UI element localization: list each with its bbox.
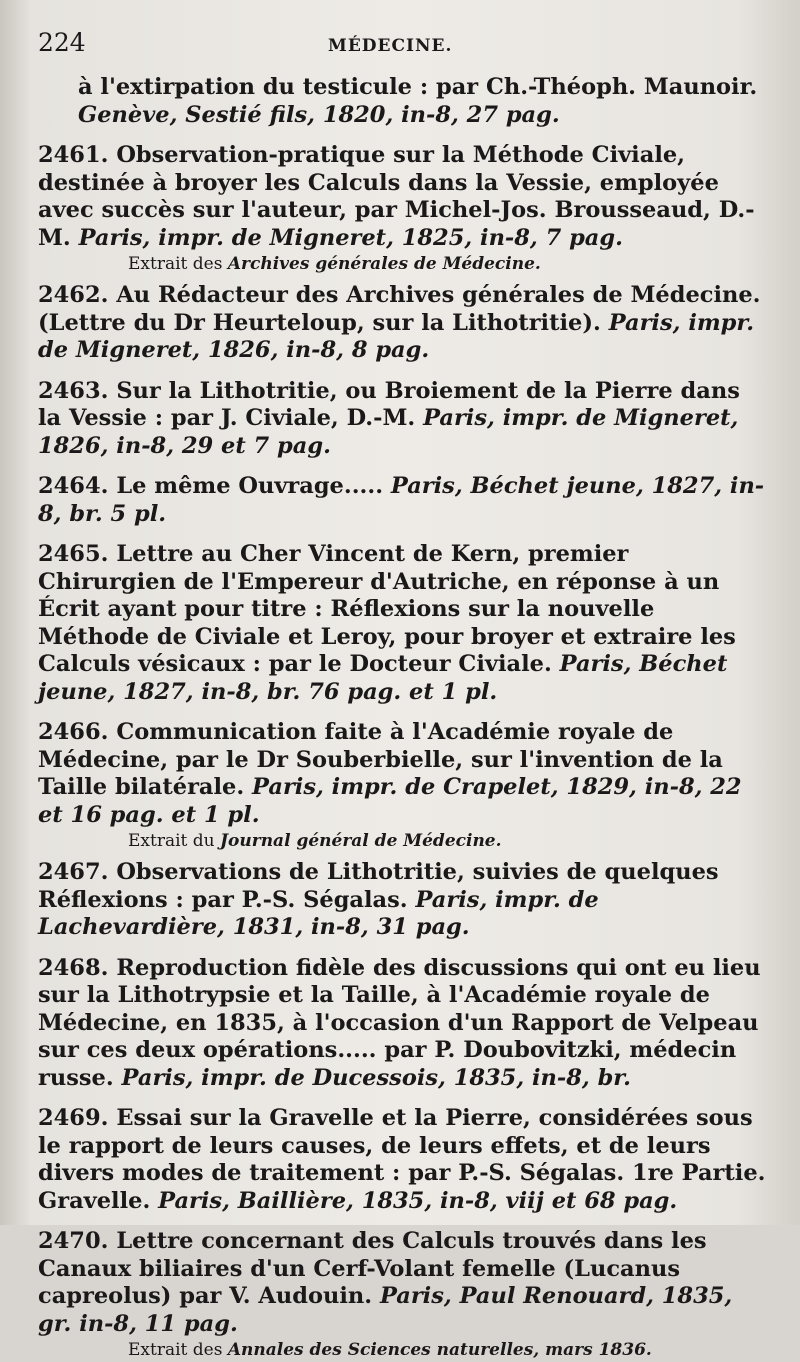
note-source: Archives générales de Médecine. [227, 254, 541, 274]
entry-list [38, 142, 770, 1362]
entry-number: 2468. [38, 954, 109, 981]
entry-text: Le même Ouvrage..... [116, 473, 384, 499]
entry-gap [38, 706, 770, 719]
entry-text: Sur la Lithotritie, ou Broiement de la Pierre dans la Vessie : par J. Civiale, D.-M. [38, 377, 740, 431]
entry-gap [38, 942, 770, 955]
bibliography-entry [38, 955, 770, 1093]
entry-gap [38, 528, 770, 541]
entry-text: Lettre au Cher Vincent de Kern, premier Chirurgien de l'Empereur d'Autriche, en réponse à un Écrit ayant pour titre : Réflexions sur la nouvelle Méthode de Civiale et Leroy, pour broyer et extraire les Calculs vésicaux : par le Docteur Civiale. [38, 541, 736, 677]
continuation-text: à l'extirpation du testicule : par Ch.-Théoph. Maunoir. [78, 74, 758, 100]
continuation-imprint: Genève, Sestié fils, 1820, in-8, 27 pag. [78, 101, 560, 128]
entry-text: Essai sur la Gravelle et la Pierre, considérées sous le rapport de leurs causes, de leurs effets, et de leurs divers modes de traitement : par P.-S. Ségalas. 1re Partie. Gravelle. [38, 1105, 766, 1214]
entry-number: 2469. [38, 1105, 109, 1131]
page-header [38, 28, 770, 74]
entry-imprint: Paris, Baillière, 1835, in-8, viij et 68 pag. [158, 1187, 678, 1214]
note-prefix: Extrait des [128, 1340, 223, 1360]
entry-gap [38, 460, 770, 473]
page-number: 224 [38, 28, 86, 57]
entry-source-note [38, 829, 770, 853]
entry-source-note [38, 252, 770, 276]
entry-imprint: Paris, impr. de Lachevardière, 1831, in-8, 31 pag. [38, 886, 599, 940]
entry-number: 2464. [38, 473, 109, 499]
entry-number: 2470. [38, 1228, 109, 1254]
entry-gap [38, 1215, 770, 1228]
bibliography-entry [38, 282, 770, 365]
entry-imprint: Paris, impr. de Migneret, 1825, in-8, 7 pag. [78, 224, 623, 251]
bibliography-entry [38, 541, 770, 706]
entry-number: 2465. [38, 541, 109, 567]
entry-imprint: Paris, impr. de Crapelet, 1829, in-8, 22 et 16 pag. et 1 pl. [38, 774, 742, 828]
bibliography-entry [38, 859, 770, 942]
bibliography-entry [38, 378, 770, 461]
entry-source-note [38, 1338, 770, 1362]
bibliography-entry [38, 719, 770, 829]
bibliography-entry [38, 473, 770, 528]
running-title: MÉDECINE. [328, 36, 453, 56]
entry-imprint: Paris, impr. de Migneret, 1826, in-8, 29 et 7 pag. [38, 405, 739, 459]
entry-number: 2463. [38, 377, 109, 404]
entry-number: 2466. [38, 719, 109, 745]
entry-imprint: Paris, Paul Renouard, 1835, gr. in-8, 11 pag. [38, 1283, 733, 1337]
entry-number: 2467. [38, 859, 109, 885]
note-prefix: Extrait des [128, 254, 223, 274]
entry-text: Reproduction fidèle des discussions qui ont eu lieu sur la Lithotrypsie et la Taille, à l'Académie royale de Médecine, en 1835, à l'occasion d'un Rapport de Velpeau sur ces deux opérations..... par P. Doubovitzki, médecin russe. [38, 954, 761, 1091]
note-source: Annales des Sciences naturelles, mars 1836. [227, 1340, 652, 1360]
continuation-entry [38, 74, 770, 129]
entry-text: Lettre concernant des Calculs trouvés dans les Canaux biliaires d'un Cerf-Volant femelle (Lucanus capreolus) par V. Audouin. [38, 1228, 707, 1309]
entry-text: Observations de Lithotritie, suivies de quelques Réflexions : par P.-S. Ségalas. [38, 859, 719, 913]
entry-imprint: Paris, impr. de Ducessois, 1835, in-8, br. [121, 1064, 631, 1091]
entry-gap [38, 1092, 770, 1105]
entry-text: Communication faite à l'Académie royale de Médecine, par le Dr Souberbielle, sur l'invention de la Taille bilatérale. [38, 719, 723, 800]
entry-imprint: Paris, impr. de Migneret, 1826, in-8, 8 pag. [38, 309, 755, 363]
entry-imprint: Paris, Béchet jeune, 1827, in-8, br. 5 pl. [38, 473, 765, 527]
entry-imprint: Paris, Béchet jeune, 1827, in-8, br. 76 pag. et 1 pl. [38, 651, 728, 705]
entry-text: Au Rédacteur des Archives générales de Médecine. (Lettre du Dr Heurteloup, sur la Lithotritie). [38, 282, 761, 336]
note-prefix: Extrait du [128, 831, 215, 851]
entry-text: Observation-pratique sur la Méthode Civiale, destinée à broyer les Calculs dans la Vessie, employée avec succès sur l'auteur, par Michel-Jos. Brousseaud, D.-M. [38, 142, 755, 251]
bibliography-entry [38, 1228, 770, 1338]
bibliography-entry [38, 142, 770, 252]
entry-number: 2461. [38, 142, 109, 168]
note-source: Journal général de Médecine. [220, 831, 502, 851]
entry-number: 2462. [38, 282, 109, 308]
entry-gap [38, 365, 770, 378]
bibliography-entry [38, 1105, 770, 1215]
